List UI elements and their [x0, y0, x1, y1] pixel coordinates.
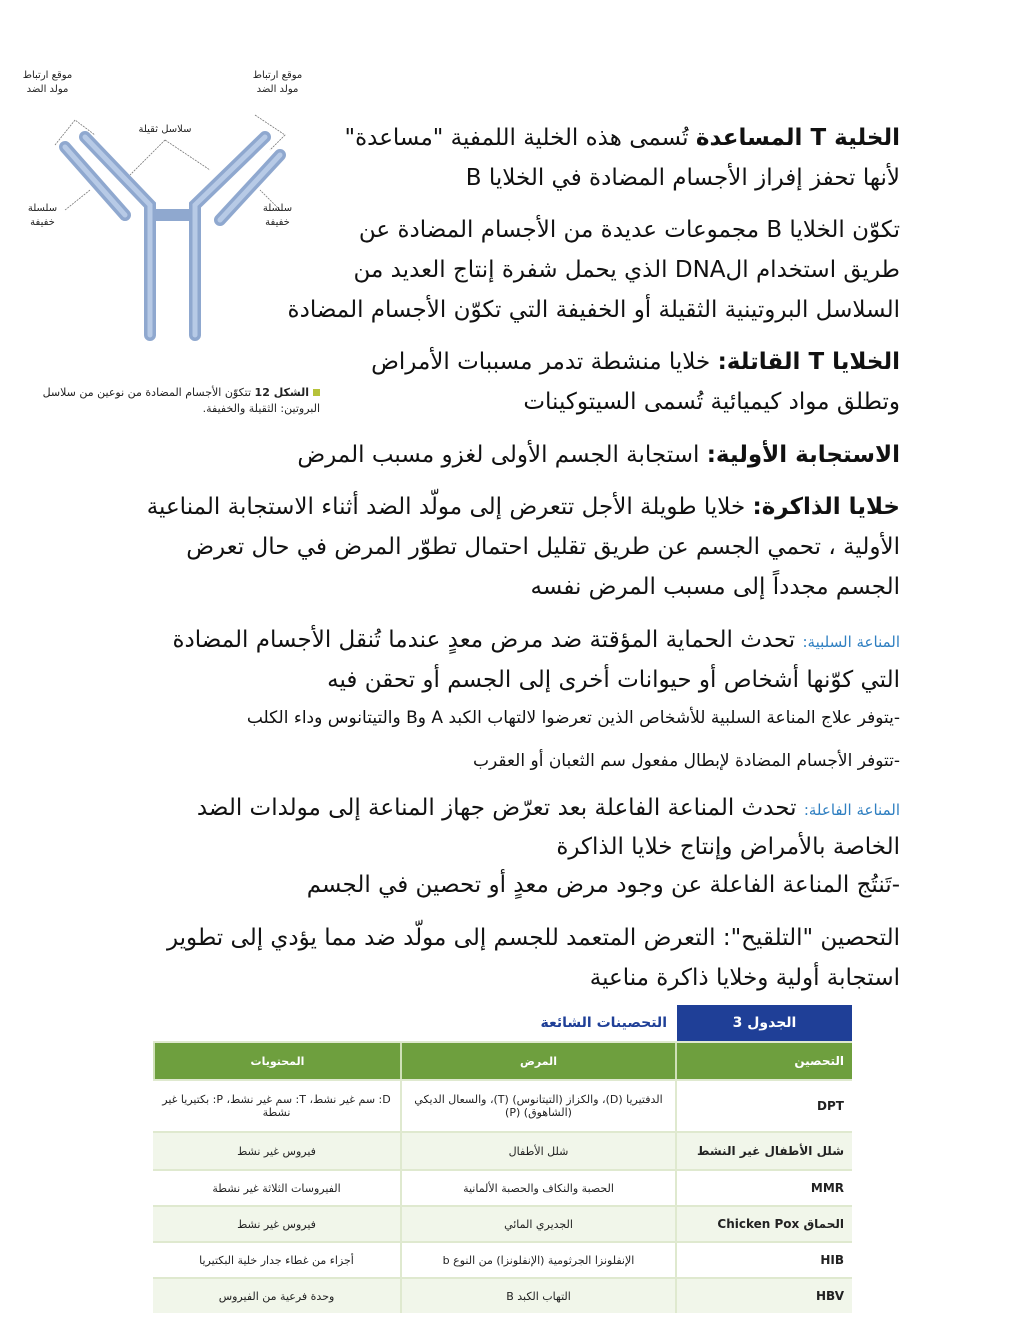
- passive-line-2: التي كوّنها أشخاص أو حيوانات أخرى إلى الجسم أو تحقن فيه: [327, 667, 900, 693]
- active-line-1: المناعة الفاعلة: تحدث المناعة الفاعلة بعد تعرّض جهاز المناعة إلى مولدات الضد: [196, 795, 900, 821]
- table-header-row: [153, 1043, 852, 1081]
- memory-line-2: الأولية ، تحمي الجسم عن طريق تقليل احتمال تطوّر المرض في حال تعرض: [186, 534, 900, 560]
- killer-line-2: وتطلق مواد كيميائية تُسمى السيتوكينات: [523, 389, 900, 415]
- cell-vaccine: DPT: [675, 1081, 852, 1131]
- table-row: [153, 1081, 852, 1133]
- cell-disease: الجديري المائي: [400, 1207, 675, 1241]
- bcell-line-1: تكوّن الخلايا B مجموعات عديدة من الأجسام المضادة عن: [358, 217, 900, 243]
- bcell-line-2: طريق استخدام الDNA الذي يحمل شفرة إنتاج العديد من: [353, 257, 900, 283]
- label-binding-site-left: موقع ارتباط مولد الضد: [22, 70, 73, 95]
- table-row: [153, 1279, 852, 1313]
- cell-disease: الإنفلونزا الجرثومية (الإنفلونزا) من النوع b: [400, 1243, 675, 1277]
- cell-vaccine: HBV: [675, 1279, 852, 1313]
- header-vaccine: التحصين: [675, 1043, 852, 1079]
- cell-contents: الفيروسات الثلاثة غير نشطة: [212, 1181, 341, 1195]
- cell-contents: D: سم غير نشط، T: سم غير نشط، P: بكتيريا غير نشطة: [162, 1093, 391, 1119]
- figure-caption: الشكل 12 تتكوّن الأجسام المضادة من نوعين من سلاسل البروتين: الثقيلة والخفيفة.: [42, 386, 320, 415]
- label-binding-site-right: موقع ارتباط مولد الضد: [252, 70, 303, 95]
- passive-line-1: المناعة السلبية: تحدث الحماية المؤقتة ضد مرض معدٍ عندما تُنقل الأجسام المضادة: [172, 627, 900, 653]
- table-row: [153, 1171, 852, 1207]
- bcell-line-3: السلاسل البروتينية الثقيلة أو الخفيفة التي تكوّن الأجسام المضادة: [287, 297, 900, 323]
- cell-vaccine: HIB: [675, 1243, 852, 1277]
- table-title-row: [153, 1005, 852, 1043]
- cell-disease: التهاب الكبد B: [400, 1279, 675, 1313]
- vaccination-line-1: التحصين "التلقيح": التعرض المتعمد للجسم إلى مولّد ضد مما يؤدي إلى تطوير: [166, 925, 900, 951]
- table-row: [153, 1133, 852, 1171]
- table-title: التحصينات الشائعة: [540, 1015, 667, 1031]
- active-line-2: الخاصة بالأمراض وإنتاج خلايا الذاكرة: [556, 834, 900, 860]
- helper-line-2: لأنها تحفز إفراز الأجسام المضادة في الخلايا B: [465, 165, 900, 191]
- cell-contents: أجزاء من غطاء جدار خلية البكتيريا: [199, 1253, 354, 1267]
- vaccination-line-2: استجابة أولية وخلايا ذاكرة مناعية: [589, 965, 900, 991]
- label-light-chain-right: سلسلة خفيفة: [262, 203, 293, 228]
- antibody-figure: [10, 65, 330, 365]
- cell-contents: فيروس غير نشط: [237, 1144, 316, 1158]
- killer-line-1: الخلايا T القاتلة: خلايا منشطة تدمر مسببات الأمراض: [371, 349, 900, 375]
- table-row: [153, 1207, 852, 1243]
- cell-vaccine: شلل الأطفال غير النشط: [675, 1133, 852, 1169]
- passive-bullet-1: -يتوفر علاج المناعة السلبية للأشخاص الذين تعرضوا لالتهاب الكبد A وB والتيتانوس وداء الكلب: [246, 708, 900, 728]
- cell-vaccine: MMR: [675, 1171, 852, 1205]
- header-contents: المحتويات: [153, 1043, 400, 1079]
- table-number: الجدول 3: [677, 1005, 852, 1041]
- cell-vaccine: الحماق Chicken Pox: [675, 1207, 852, 1241]
- vaccines-table: [153, 1005, 852, 1313]
- cell-disease: الدفتيريا (D)، والكزاز (التيتانوس) (T)، والسعال الديكي (الشاهوق) (P): [400, 1081, 675, 1131]
- memory-line-3: الجسم مجدداً إلى مسبب المرض نفسه: [530, 574, 900, 600]
- header-disease: المرض: [400, 1043, 675, 1079]
- table-row: [153, 1243, 852, 1279]
- label-heavy-chains: سلاسل ثقيلة: [138, 124, 192, 135]
- primary-line-1: الاستجابة الأولية: استجابة الجسم الأولى لغزو مسبب المرض: [297, 442, 900, 468]
- label-light-chain-left: سلسلة خفيفة: [27, 203, 58, 228]
- cell-contents: وحدة فرعية من الفيروس: [218, 1289, 335, 1303]
- memory-line-1: خلايا الذاكرة: خلايا طويلة الأجل تتعرض إلى مولّد الضد أثناء الاستجابة المناعية: [146, 494, 900, 520]
- cell-contents: فيروس غير نشط: [237, 1217, 316, 1231]
- bullet-square-icon: [313, 389, 320, 396]
- cell-disease: شلل الأطفال: [400, 1133, 675, 1169]
- passive-bullet-2: -تتوفر الأجسام المضادة لإبطال مفعول سم الثعبان أو العقرب: [473, 751, 900, 771]
- helper-line-1: الخلية T المساعدة تُسمى هذه الخلية اللمفية "مساعدة": [344, 125, 900, 151]
- active-bullet-1: -تَنتُج المناعة الفاعلة عن وجود مرض معدٍ أو تحصين في الجسم: [306, 872, 900, 898]
- cell-disease: الحصبة والنكاف والحصبة الألمانية: [400, 1171, 675, 1205]
